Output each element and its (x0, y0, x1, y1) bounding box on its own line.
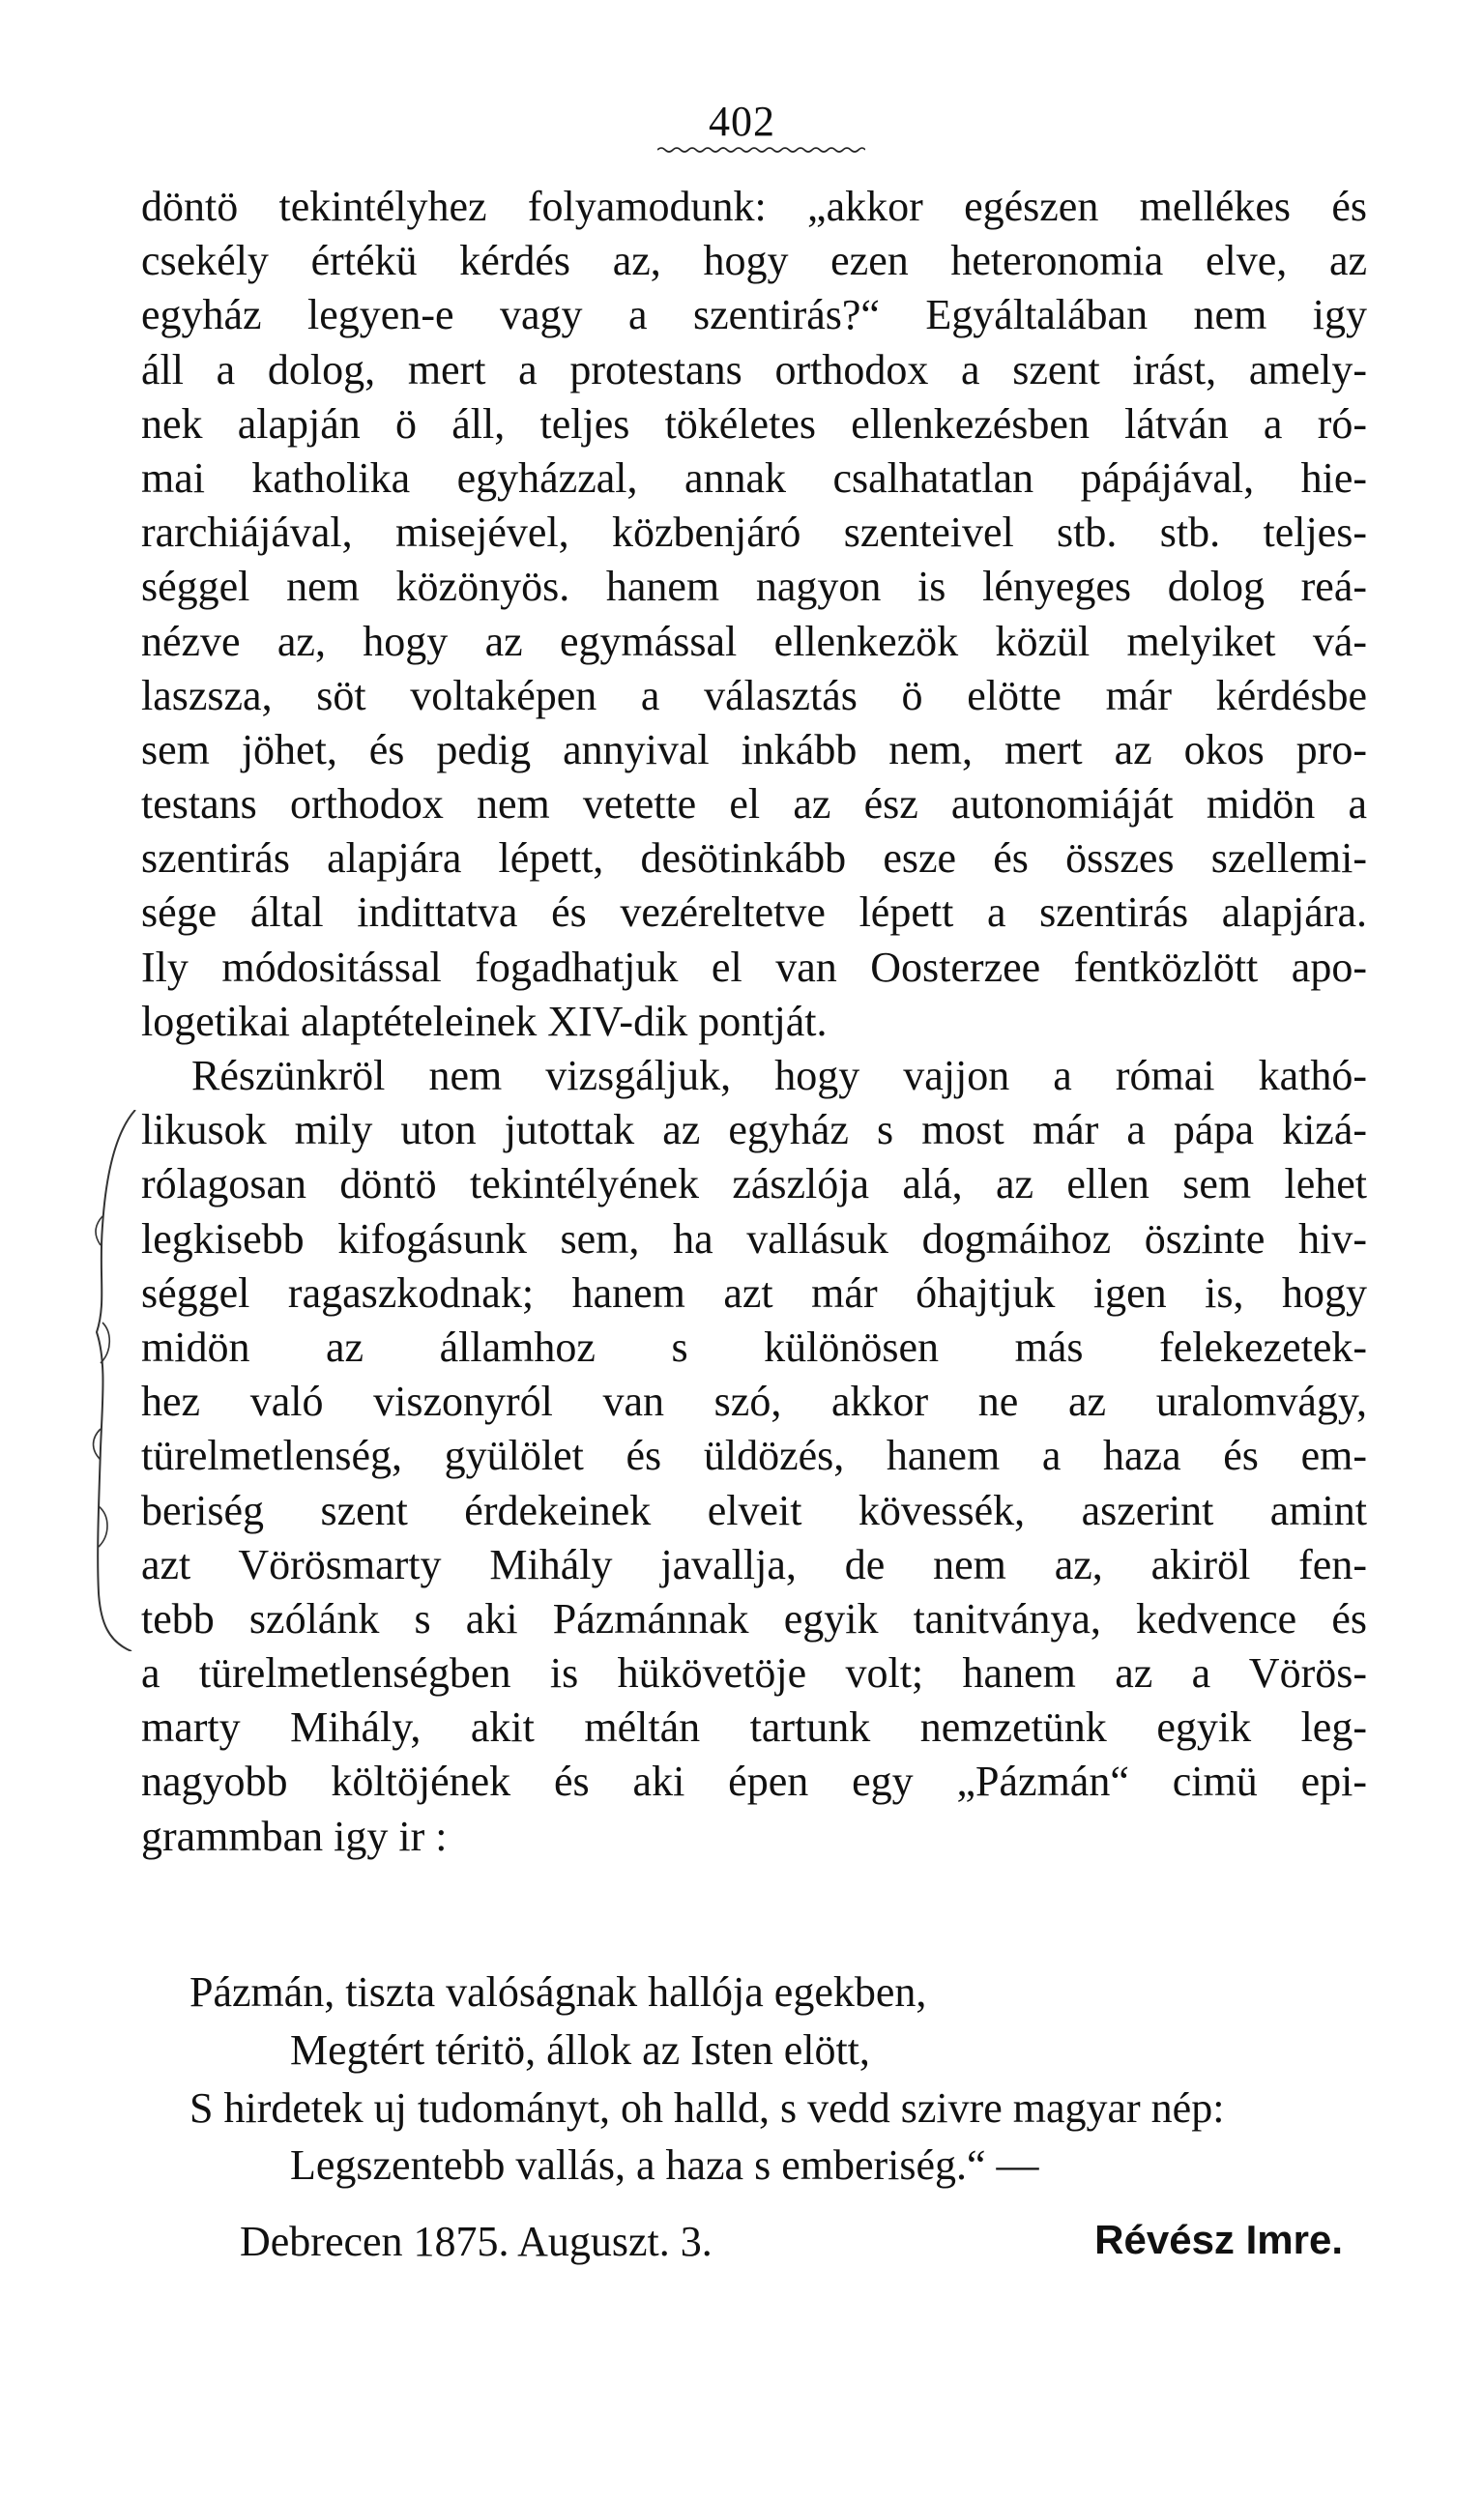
text-line: nagyobb költöjének és aki épen egy „Pázmán“ cimü epi- (141, 1758, 1367, 1806)
text-line: a türelmetlenségben is hükövetöje volt; hanem az a Vörös- (141, 1649, 1367, 1698)
epigram-line: Legszentebb vallás, a haza s emberiség.“ — (290, 2141, 1039, 2189)
text-line: sége által indittatva és vezéreltetve lépett a szentirás alapjára. (141, 888, 1367, 937)
main-text (141, 180, 1367, 1864)
text-line: grammban igy ir : (141, 1812, 448, 1860)
text-line: midön az államhoz s különösen más felekezetek- (141, 1323, 1367, 1371)
text-line: rarchiájával, misejével, közbenjáró szenteivel stb. stb. teljes- (141, 509, 1367, 557)
signature-author: Révész Imre. (1094, 2217, 1343, 2262)
text-line: csekély értékü kérdés az, hogy ezen heteronomia elve, az (141, 237, 1367, 285)
text-line: séggel nem közönyös. hanem nagyon is lényeges dolog reá- (141, 563, 1367, 611)
text-line: tebb szólánk s aki Pázmánnak egyik tanitványa, kedvence és (141, 1594, 1367, 1643)
text-line: egyház legyen-e vagy a szentirás?“ Egyáltalában nem igy (141, 291, 1367, 339)
text-line: nézve az, hogy az egymással ellenkezök közül melyiket vá- (141, 617, 1367, 665)
text-line: hez való viszonyról van szó, akkor ne az uralomvágy, (141, 1378, 1367, 1426)
text-line: nek alapján ö áll, teljes tökéletes ellenkezésben látván a ró- (141, 399, 1367, 448)
text-line: sem jöhet, és pedig annyival inkább nem, mert az okos pro- (141, 725, 1367, 773)
text-line: türelmetlenség, gyülölet és üldözés, hanem a haza és em- (141, 1432, 1367, 1480)
handwritten-margin-bracket (89, 1110, 147, 1651)
text-line: séggel ragaszkodnak; hanem azt már óhajtjuk igen is, hogy (141, 1268, 1367, 1317)
text-line: marty Mihály, akit méltán tartunk nemzetünk egyik leg- (141, 1703, 1367, 1752)
text-line: Ily módositással fogadhatjuk el van Oosterzee fentközlött apo- (141, 943, 1367, 991)
text-line: likusok mily uton jutottak az egyház s most már a pápa kizá- (141, 1106, 1367, 1154)
text-line: döntö tekintélyhez folyamodunk: „akkor egészen mellékes és (141, 183, 1367, 230)
text-line: áll a dolog, mert a protestans orthodox a szent irást, amely- (141, 345, 1367, 393)
text-line: legkisebb kifogásunk sem, ha vallásuk dogmáihoz öszinte hiv- (141, 1214, 1367, 1263)
epigram-line: Megtért téritö, állok az Isten elött, (290, 2026, 870, 2074)
text-line: szentirás alapjára lépett, desötinkább esze és összes szellemi- (141, 834, 1367, 883)
page-number-underline (657, 145, 865, 155)
text-line: mai katholika egyházzal, annak csalhatatlan pápájával, hie- (141, 453, 1367, 502)
text-line: laszsza, söt voltaképen a választás ö elötte már kérdésbe (141, 671, 1367, 719)
signature-place-date: Debrecen 1875. Auguszt. 3. (240, 2218, 713, 2265)
text-line: rólagosan döntö tekintélyének zászlója alá, az ellen sem lehet (141, 1160, 1367, 1208)
text-line: testans orthodox nem vetette el az ész autonomiáját midön a (141, 780, 1367, 829)
epigram-line: Pázmán, tiszta valóságnak hallója egekben, (189, 1968, 927, 2016)
text-line: beriség szent érdekeinek elveit kövessék, aszerint amint (141, 1486, 1367, 1534)
text-line: azt Vörösmarty Mihály javallja, de nem az, akiröl fen- (141, 1540, 1367, 1588)
epigram-line: S hirdetek uj tudományt, oh halld, s vedd szivre magyar nép: (189, 2084, 1225, 2132)
text-line: logetikai alaptételeinek XIV-dik pontját. (141, 997, 828, 1045)
text-line: Részünkröl nem vizsgáljuk, hogy vajjon a római kathó- (191, 1052, 1367, 1099)
page-number: 402 (709, 98, 775, 145)
